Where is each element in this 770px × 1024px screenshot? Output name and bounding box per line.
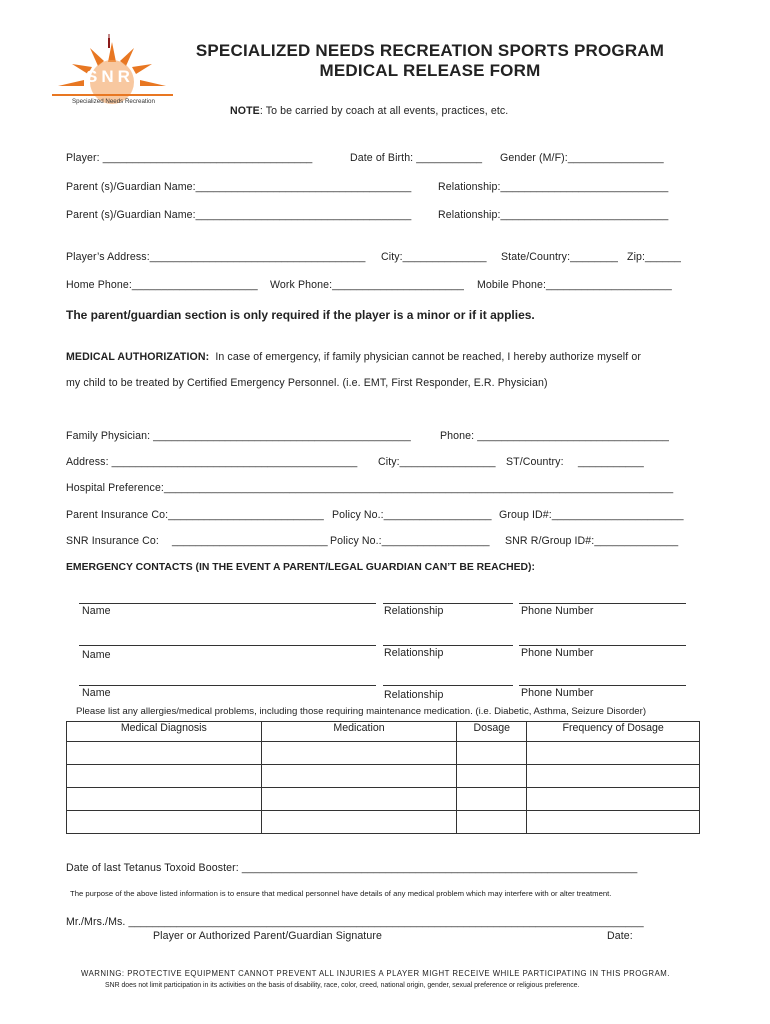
- city-field[interactable]: City:______________: [381, 251, 487, 263]
- snr-logo: [50, 34, 175, 112]
- header-dosage: Dosage: [457, 722, 527, 742]
- table-row: [67, 765, 700, 788]
- parent-insurance-field[interactable]: Parent Insurance Co:__________________________: [66, 509, 324, 521]
- contact3-relationship-line[interactable]: [383, 685, 513, 686]
- table-row: [67, 811, 700, 834]
- contact3-phone-line[interactable]: [519, 685, 686, 686]
- relationship1-field[interactable]: Relationship:____________________________: [438, 181, 669, 193]
- tetanus-field[interactable]: Date of last Tetanus Toxoid Booster: __________________________________________________________________: [66, 862, 638, 874]
- guardian1-field[interactable]: Parent (s)/Guardian Name:____________________________________: [66, 181, 412, 193]
- warning-text: WARNING: PROTECTIVE EQUIPMENT CANNOT PREVENT ALL INJURIES A PLAYER MIGHT RECEIVE WHILE PARTICIPATING IN THIS PROGRAM.: [81, 969, 670, 978]
- table-cell[interactable]: [527, 788, 700, 811]
- contact3-name-label: Name: [82, 687, 111, 699]
- policy2-field[interactable]: Policy No.:__________________: [330, 535, 490, 547]
- dob-field[interactable]: Date of Birth: ___________: [350, 152, 483, 164]
- form-title-line2: MEDICAL RELEASE FORM: [319, 61, 541, 80]
- authorization-line1: [66, 351, 641, 363]
- table-cell[interactable]: [527, 742, 700, 765]
- physician-city-field[interactable]: City:________________: [378, 456, 496, 468]
- table-row: [67, 742, 700, 765]
- table-cell[interactable]: [457, 811, 527, 834]
- physician-phone-field[interactable]: Phone: ________________________________: [440, 430, 669, 442]
- contact2-phone-label: Phone Number: [521, 647, 594, 659]
- table-cell[interactable]: [67, 811, 262, 834]
- table-header-row: [67, 722, 700, 742]
- table-cell[interactable]: [67, 765, 262, 788]
- snr-insurance-field[interactable]: __________________________: [172, 535, 328, 547]
- contact1-name-line[interactable]: [79, 603, 376, 604]
- contact3-phone-label: Phone Number: [521, 687, 594, 699]
- policy1-field[interactable]: Policy No.:__________________: [332, 509, 492, 521]
- contact2-relationship-line[interactable]: [383, 645, 513, 646]
- logo-tagline: Specialized Needs Recreation: [72, 98, 155, 105]
- authorization-line2: my child to be treated by Certified Emergency Personnel. (i.e. EMT, First Responder, E.R. Physician): [66, 377, 548, 389]
- gender-field[interactable]: Gender (M/F):________________: [500, 152, 664, 164]
- contact2-name-line[interactable]: [79, 645, 376, 646]
- signature-field[interactable]: Mr./Mrs./Ms. ______________________________________________________________________________________: [66, 916, 644, 928]
- authorization-label: MEDICAL AUTHORIZATION:: [66, 351, 210, 363]
- contact1-relationship-label: Relationship: [384, 605, 444, 617]
- contact1-name-label: Name: [82, 605, 111, 617]
- signature-date-label: Date:: [607, 930, 633, 942]
- table-cell[interactable]: [261, 788, 457, 811]
- emergency-heading: EMERGENCY CONTACTS (IN THE EVENT A PARENT/LEGAL GUARDIAN CAN’T BE REACHED):: [66, 562, 535, 573]
- relationship2-field[interactable]: Relationship:____________________________: [438, 209, 669, 221]
- contact1-phone-label: Phone Number: [521, 605, 594, 617]
- header-frequency: Frequency of Dosage: [527, 722, 700, 742]
- medication-table: [66, 721, 700, 834]
- table-cell[interactable]: [527, 811, 700, 834]
- table-cell[interactable]: [457, 788, 527, 811]
- table-row: [67, 788, 700, 811]
- zip-field[interactable]: Zip:______: [627, 251, 682, 263]
- logo-letters: SNR: [86, 67, 134, 86]
- note-text: : To be carried by coach at all events, practices, etc.: [259, 105, 509, 117]
- table-cell[interactable]: [261, 811, 457, 834]
- contact3-name-line[interactable]: [79, 685, 376, 686]
- table-cell[interactable]: [527, 765, 700, 788]
- group1-field[interactable]: Group ID#:______________________: [499, 509, 684, 521]
- nondiscrimination-text: SNR does not limit participation in its activities on the basis of disability, race, color, creed, national origin, gender, sexual preference or religious preference.: [105, 982, 580, 989]
- physician-st-field[interactable]: ___________: [578, 456, 644, 468]
- physician-st-label: ST/Country:: [506, 456, 564, 468]
- allergies-prompt: Please list any allergies/medical problems, including those requiring maintenance medication. (i.e. Diabetic, Asthma, Seizure Disorder): [76, 706, 647, 717]
- mobile-phone-field[interactable]: Mobile Phone:_____________________: [477, 279, 672, 291]
- purpose-text: The purpose of the above listed information is to ensure that medical personnel have details of any medical problem which may interfere with or alter treatment.: [70, 889, 612, 898]
- contact2-relationship-label: Relationship: [384, 647, 444, 659]
- table-cell[interactable]: [67, 788, 262, 811]
- physician-address-field[interactable]: Address: _________________________________________: [66, 456, 358, 468]
- home-phone-field[interactable]: Home Phone:_____________________: [66, 279, 258, 291]
- guardian2-field[interactable]: Parent (s)/Guardian Name:____________________________________: [66, 209, 412, 221]
- state-field[interactable]: State/Country:________: [501, 251, 619, 263]
- hospital-preference-field[interactable]: Hospital Preference:_____________________________________________________________________________________: [66, 482, 674, 494]
- table-cell[interactable]: [67, 742, 262, 765]
- snr-insurance-label: SNR Insurance Co:: [66, 535, 159, 547]
- group2-field[interactable]: SNR R/Group ID#:______________: [505, 535, 679, 547]
- player-address-field[interactable]: Player’s Address:____________________________________: [66, 251, 366, 263]
- work-phone-field[interactable]: Work Phone:______________________: [270, 279, 464, 291]
- header-medication: Medication: [261, 722, 457, 742]
- signature-label: Player or Authorized Parent/Guardian Signature: [153, 930, 382, 942]
- player-field[interactable]: Player: ___________________________________: [66, 152, 313, 164]
- note-line: [230, 105, 508, 117]
- contact2-name-label: Name: [82, 649, 111, 661]
- table-cell[interactable]: [457, 742, 527, 765]
- table-cell[interactable]: [457, 765, 527, 788]
- table-cell[interactable]: [261, 765, 457, 788]
- table-cell[interactable]: [261, 742, 457, 765]
- note-label: NOTE: [230, 105, 260, 117]
- family-physician-field[interactable]: Family Physician: ___________________________________________: [66, 430, 411, 442]
- form-title-line1: SPECIALIZED NEEDS RECREATION SPORTS PROGRAM: [195, 41, 665, 60]
- guardian-notice: The parent/guardian section is only required if the player is a minor or if it applies.: [66, 308, 535, 322]
- authorization-text1: In case of emergency, if family physician cannot be reached, I hereby authorize myself or: [215, 351, 641, 363]
- header-diagnosis: Medical Diagnosis: [67, 722, 262, 742]
- contact2-phone-line[interactable]: [519, 645, 686, 646]
- contact3-relationship-label: Relationship: [384, 689, 444, 701]
- contact1-phone-line[interactable]: [519, 603, 686, 604]
- contact1-relationship-line[interactable]: [383, 603, 513, 604]
